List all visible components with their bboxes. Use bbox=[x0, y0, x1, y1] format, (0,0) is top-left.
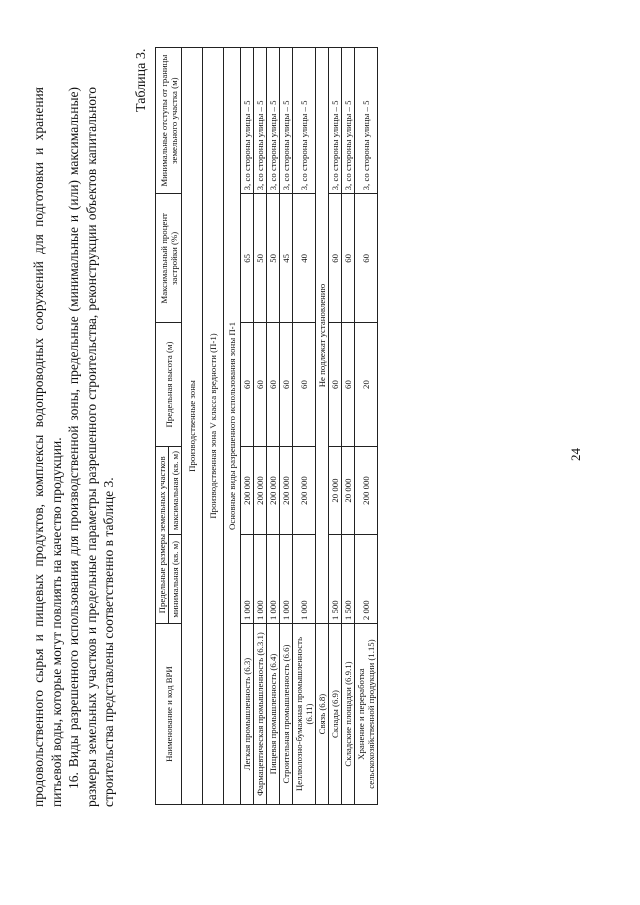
table-row-svyaz: Связь (6.8) Не подлежат установлению bbox=[316, 48, 329, 805]
table-row: Склады (6.9) 1 500 20 000 60 60 3, со стороны улицы – 5 bbox=[329, 48, 342, 805]
paragraph-16: 16. Виды разрешенного использования для производственной зоны, предельные (минимальные и (или) максимальные) размеры земельных участков и предельные параметры разрешенного строительства, реконструкции объектов капитального строительства представлены соответственно в таблице 3. bbox=[66, 87, 116, 807]
table-row: Фармацевтическая промышленность (6.3.1) 1 000 200 000 60 50 3, со стороны улицы – 5 bbox=[254, 48, 267, 805]
table-row: Строительная промышленность (6.6) 1 000 200 000 60 45 3, со стороны улицы – 5 bbox=[280, 48, 293, 805]
table-row: Хранение и переработка сельскохозяйственной продукции (1.15) 2 000 200 000 20 60 3, со стороны улицы – 5 bbox=[355, 48, 378, 805]
zoning-table bbox=[155, 47, 378, 805]
section-zone-p1: Производственная зона V класса вредности (П-1) bbox=[203, 48, 224, 805]
section-main-uses: Основные виды разрешенного использования зоны П-1 bbox=[224, 48, 241, 805]
table-row: Пищевая промышленность (6.4) 1 000 200 000 60 50 3, со стороны улицы – 5 bbox=[267, 48, 280, 805]
section-zones: Производственные зоны bbox=[182, 48, 203, 805]
table-row: Целлюлозно-бумажная промышленность (6.11) 1 000 200 000 60 40 3, со стороны улицы – 5 bbox=[293, 48, 316, 805]
header-height: Предельная высота (м) bbox=[156, 323, 182, 446]
header-size-group: Предельные размеры земельных участков bbox=[156, 446, 169, 623]
table-caption: Таблица 3. bbox=[134, 48, 149, 112]
header-max: максимальная (кв. м) bbox=[169, 446, 182, 535]
header-min: минимальная (кв. м) bbox=[169, 535, 182, 624]
table-row: Легкая промышленность (6.3) 1 000 200 000 60 65 3, со стороны улицы – 5 bbox=[241, 48, 254, 805]
header-setback: Минимальные отступы от границы земельного участка (м) bbox=[156, 48, 182, 194]
page-number: 24 bbox=[568, 448, 583, 461]
header-percent: Максимальный процент застройки (%) bbox=[156, 194, 182, 323]
table-row: Складские площадки (6.9.1) 1 500 20 000 60 60 3, со стороны улицы – 5 bbox=[342, 48, 355, 805]
paragraph-continued: продовольственного сырья и пищевых продуктов, комплексы водопроводных сооружений для подготовки и хранения питьевой воды, которые могут повлиять на качество продукции. bbox=[31, 87, 64, 807]
header-name: Наименование и код ВРИ bbox=[156, 624, 182, 805]
not-set-note: Не подлежат установлению bbox=[316, 48, 329, 624]
